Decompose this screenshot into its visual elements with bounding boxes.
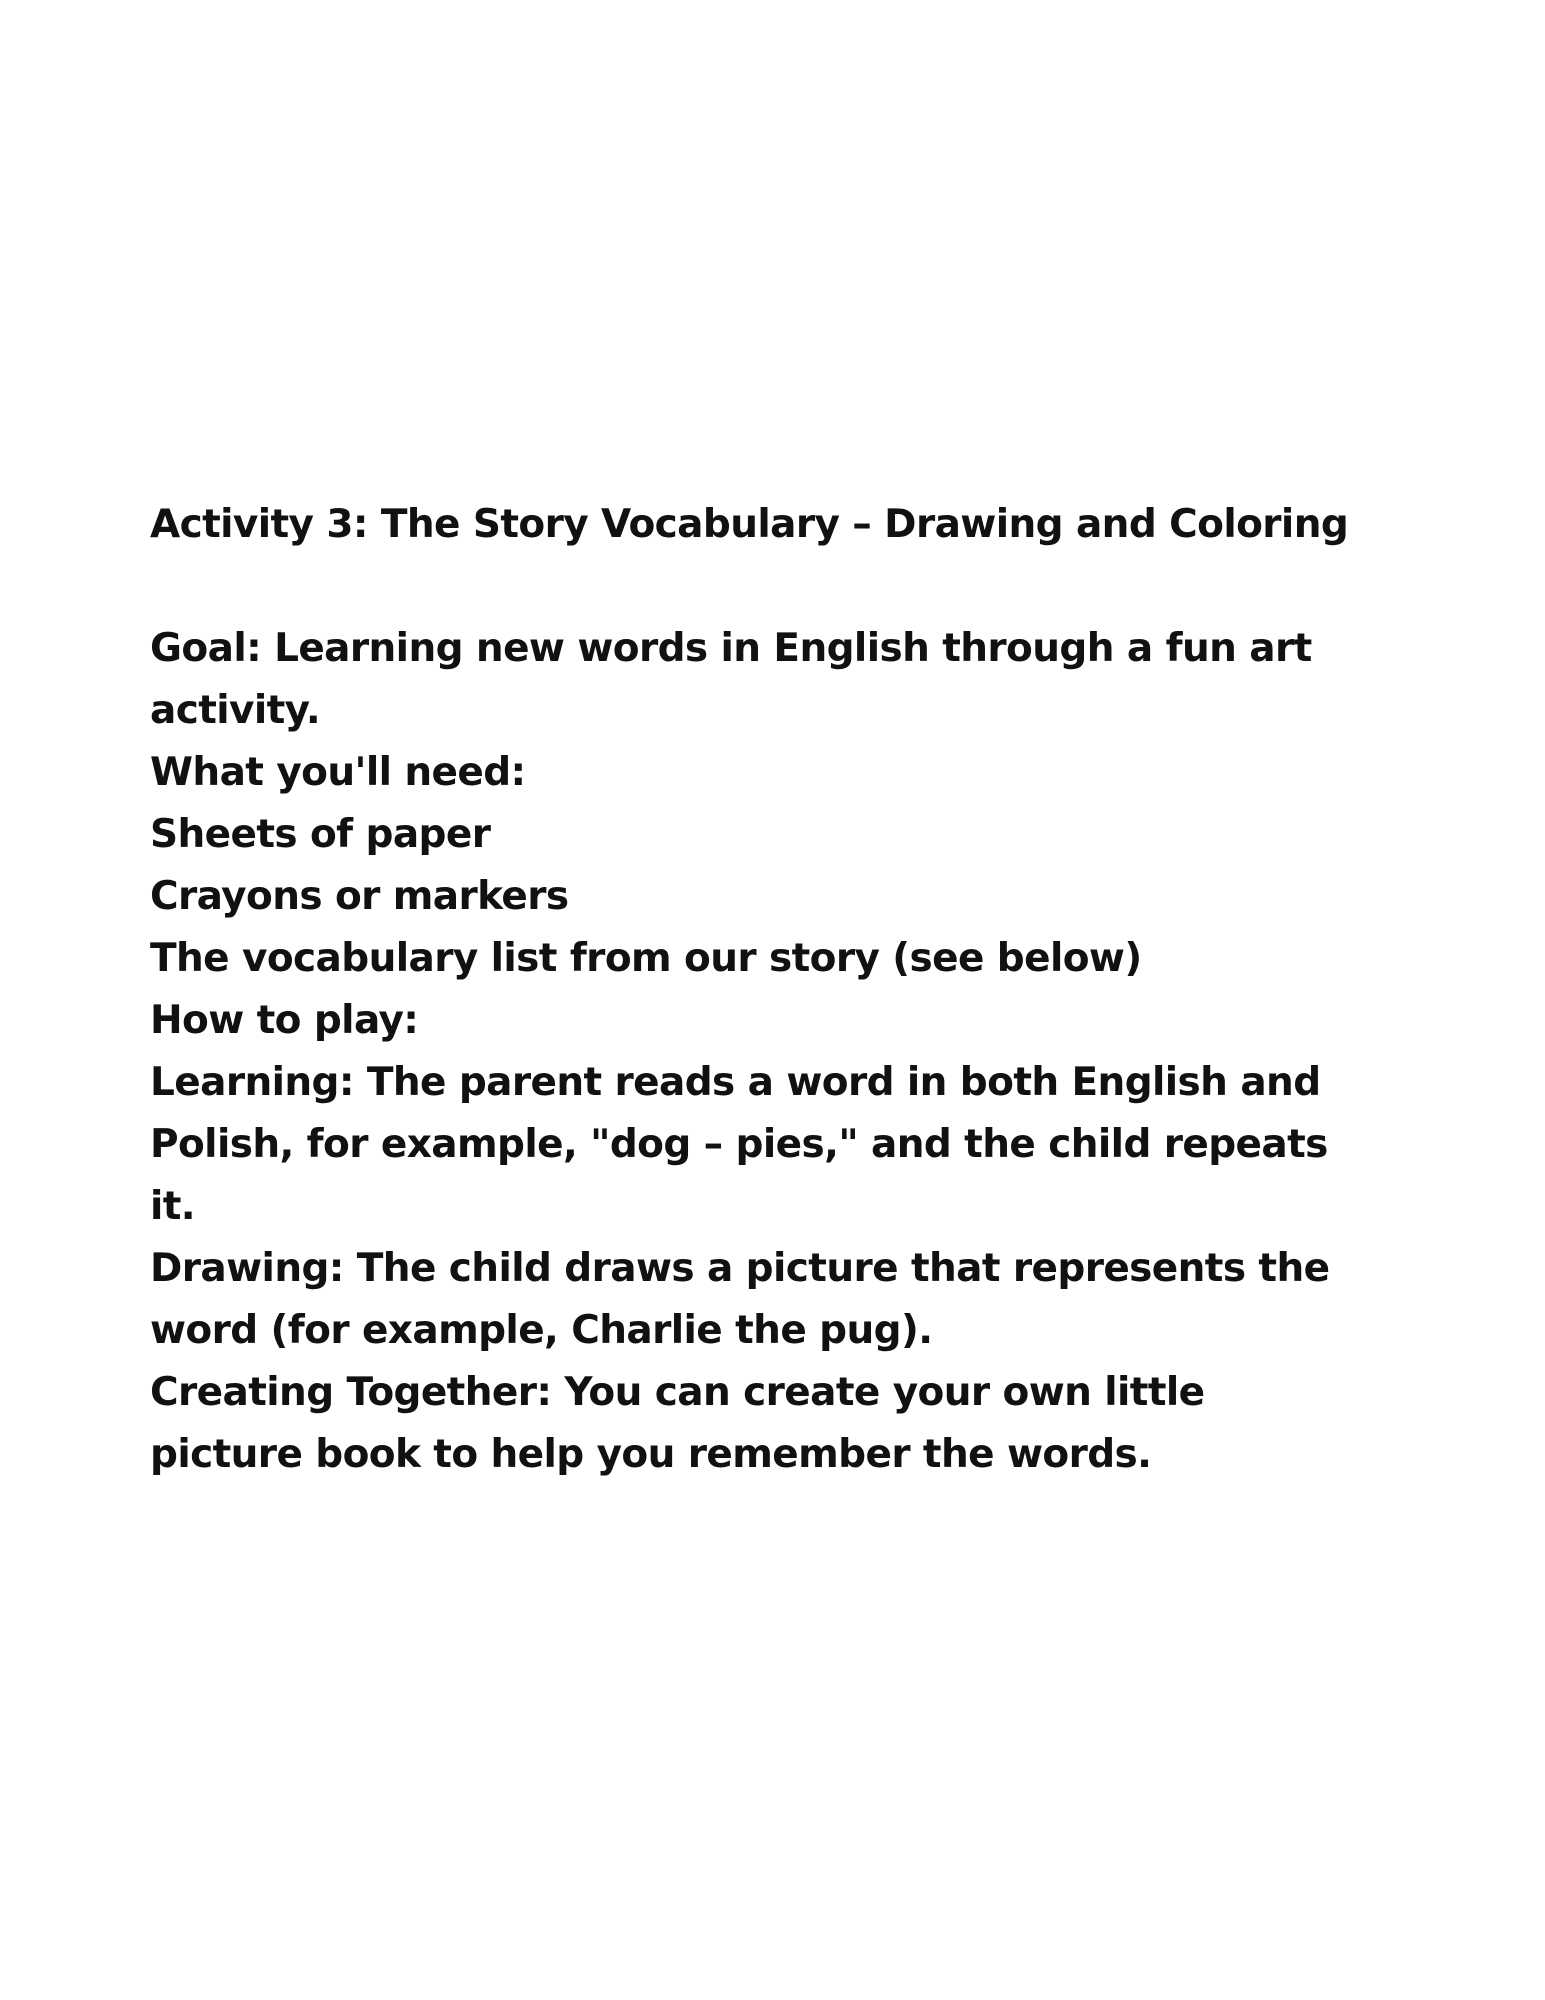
- goal-text-line-1: Goal: Learning new words in English through a fun art: [150, 626, 1312, 671]
- needs-item-vocabulary-list: The vocabulary list from our story (see below): [150, 936, 1142, 981]
- creating-step-line-1: Creating Together: You can create your own little: [150, 1370, 1205, 1415]
- goal-text-line-2: activity.: [150, 688, 321, 733]
- needs-item-crayons: Crayons or markers: [150, 874, 569, 919]
- learning-step-line-3: it.: [150, 1184, 196, 1229]
- how-to-play-heading: How to play:: [150, 998, 419, 1043]
- activity-text-block: [150, 494, 1430, 1486]
- learning-step-line-2: Polish, for example, "dog – pies," and the child repeats: [150, 1122, 1328, 1167]
- drawing-step-line-1: Drawing: The child draws a picture that represents the: [150, 1246, 1330, 1291]
- drawing-step-line-2: word (for example, Charlie the pug).: [150, 1308, 933, 1353]
- creating-step-line-2: picture book to help you remember the words.: [150, 1432, 1152, 1477]
- needs-heading: What you'll need:: [150, 750, 526, 795]
- needs-item-paper: Sheets of paper: [150, 812, 491, 857]
- page-title: Activity 3: The Story Vocabulary – Drawing and Coloring: [150, 502, 1349, 547]
- learning-step-line-1: Learning: The parent reads a word in both English and: [150, 1060, 1321, 1105]
